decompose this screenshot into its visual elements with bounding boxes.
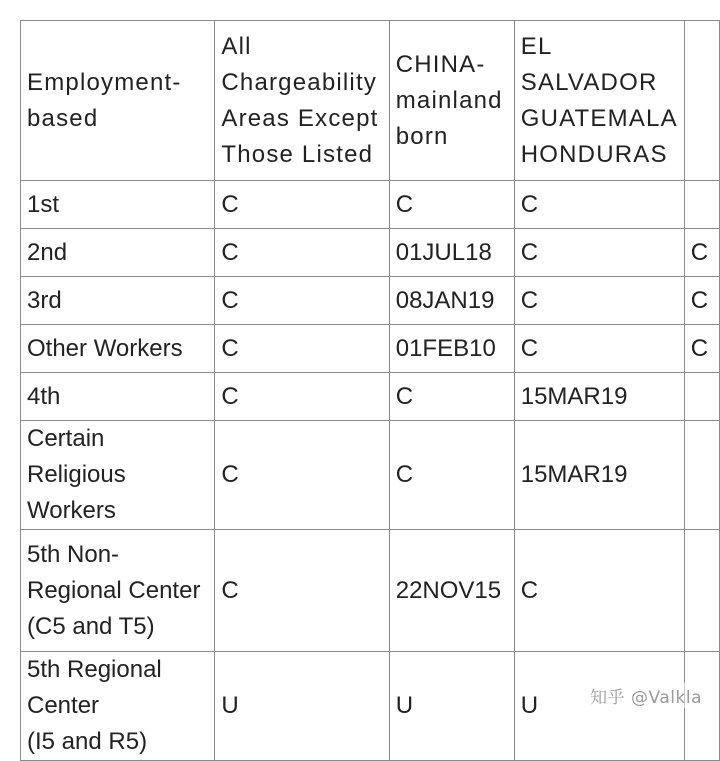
central-america-cell: C	[514, 325, 684, 373]
row-category-cell: 2nd	[21, 229, 215, 277]
table-row	[21, 325, 720, 373]
row-category-cell: Other Workers	[21, 325, 215, 373]
cutoff-cell: C	[684, 325, 719, 373]
header-employment-based: Employment- based	[21, 21, 215, 181]
china-cell: C	[389, 421, 514, 530]
central-america-cell: U	[514, 652, 684, 761]
cutoff-cell: C	[684, 229, 719, 277]
cutoff-cell	[684, 373, 719, 421]
visa-bulletin-table-container	[20, 20, 720, 761]
row-category-cell: 1st	[21, 181, 215, 229]
row-category-cell: 5th Regional Center (I5 and R5)	[21, 652, 215, 761]
row-category-cell: 3rd	[21, 277, 215, 325]
all-chargeability-cell: U	[215, 652, 389, 761]
header-el-salvador-guatemala-honduras: EL SALVADOR GUATEMALA HONDURAS	[514, 21, 684, 181]
china-cell: C	[389, 181, 514, 229]
all-chargeability-cell: C	[215, 421, 389, 530]
table-row	[21, 373, 720, 421]
table-row	[21, 421, 720, 530]
row-category-cell: Certain Religious Workers	[21, 421, 215, 530]
cutoff-cell	[684, 530, 719, 652]
all-chargeability-cell: C	[215, 530, 389, 652]
header-cutoff-column	[684, 21, 719, 181]
cutoff-cell: C	[684, 277, 719, 325]
all-chargeability-cell: C	[215, 373, 389, 421]
central-america-cell: C	[514, 229, 684, 277]
table-header-row	[21, 21, 720, 181]
china-cell: 22NOV15	[389, 530, 514, 652]
cutoff-cell	[684, 181, 719, 229]
central-america-cell: 15MAR19	[514, 421, 684, 530]
zhihu-watermark: 知乎 @Valkla	[588, 683, 704, 708]
header-all-chargeability: All Chargeability Areas Except Those Listed	[215, 21, 389, 181]
china-cell: 01JUL18	[389, 229, 514, 277]
row-category-cell: 5th Non- Regional Center (C5 and T5)	[21, 530, 215, 652]
china-cell: 01FEB10	[389, 325, 514, 373]
central-america-cell: C	[514, 181, 684, 229]
central-america-cell: 15MAR19	[514, 373, 684, 421]
table-row	[21, 530, 720, 652]
header-china-mainland: CHINA- mainland born	[389, 21, 514, 181]
china-cell: 08JAN19	[389, 277, 514, 325]
row-category-cell: 4th	[21, 373, 215, 421]
china-cell: U	[389, 652, 514, 761]
table-row	[21, 181, 720, 229]
employment-based-dates-table	[20, 20, 720, 761]
china-cell: C	[389, 373, 514, 421]
central-america-cell: C	[514, 277, 684, 325]
all-chargeability-cell: C	[215, 325, 389, 373]
central-america-cell: C	[514, 530, 684, 652]
table-row	[21, 229, 720, 277]
all-chargeability-cell: C	[215, 277, 389, 325]
all-chargeability-cell: C	[215, 181, 389, 229]
cutoff-cell	[684, 421, 719, 530]
table-row	[21, 277, 720, 325]
all-chargeability-cell: C	[215, 229, 389, 277]
